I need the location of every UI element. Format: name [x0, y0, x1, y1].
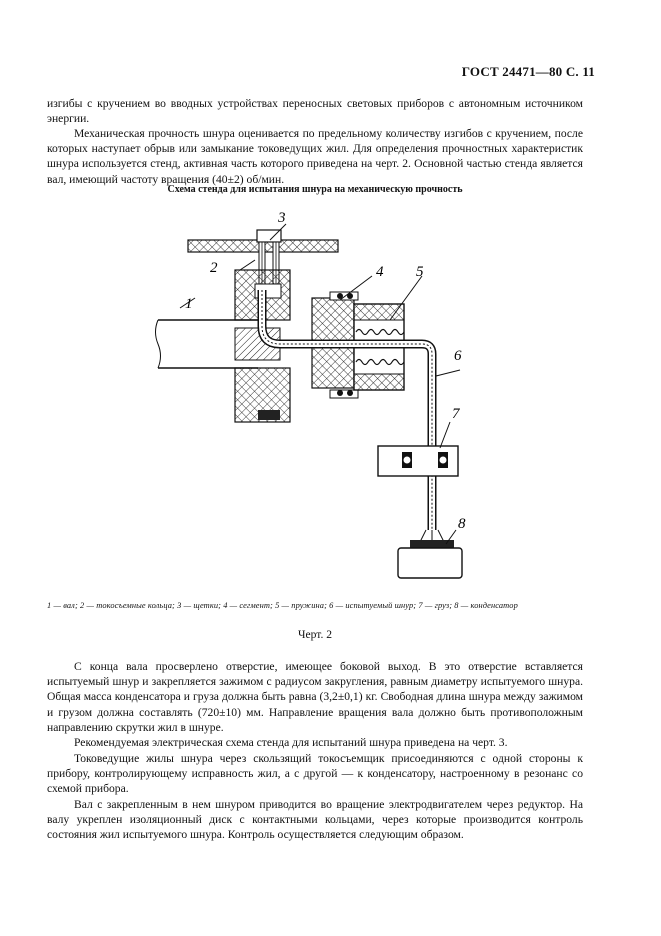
- label-7: 7: [452, 406, 460, 422]
- label-5: 5: [416, 264, 424, 280]
- body-paragraph-3: Токоведущие жилы шнура через скользящий токосъемщик присоединяются с одной стороны к прибору, контролирующему исправность жил, а с другой — к конденсатору, настроенному в резонанс со схемой прибора.: [47, 752, 583, 796]
- figure-legend: 1 — вал; 2 — токосъемные кольца; 3 — щетки; 4 — сегмент; 5 — пружина; 6 — испытуемый шнур; 7 — груз; 8 — конденсатор: [47, 601, 518, 610]
- page-header: ГОСТ 24471—80 С. 11: [461, 64, 595, 79]
- body-paragraph-2: Рекомендуемая электрическая схема стенда для испытаний шнура приведена на черт. 3.: [74, 736, 508, 749]
- figure-title: Схема стенда для испытания шнура на механическую прочность: [167, 184, 463, 195]
- label-6: 6: [454, 348, 462, 364]
- body-paragraph-1: С конца вала просверлено отверстие, имеющее боковой выход. В это отверстие вставляется испытуемый шнур и закрепляется зажимом с радиусом закругления, равным диаметру испытуемого шнура. Общая масса конденсатора и груза должна быть равна (3,2±0,1) кг. Свободная длина шнура между зажимом и грузом должна составлять (720±10) мм. Направление вращения вала должно быть противоположным направлению скрутки жил в шнуре.: [47, 660, 583, 734]
- label-1: 1: [185, 296, 193, 312]
- label-3: 3: [278, 210, 286, 226]
- label-4: 4: [376, 264, 384, 280]
- intro-paragraph-1: изгибы с кручением во вводных устройствах переносных световых приборов с автономным источником энергии.: [47, 97, 583, 126]
- figure-caption: Черт. 2: [297, 628, 333, 641]
- body-paragraph-4: Вал с закрепленным в нем шнуром приводится во вращение электродвигателем через редуктор. На валу укреплен изоляционный диск с контактными кольцами, через которые производится контроль состояния жил испытуемого шнура. Контроль осуществляется следующим образом.: [47, 798, 583, 842]
- test-stand-diagram: [140, 200, 500, 590]
- weight: [378, 446, 458, 476]
- intro-paragraph-2: Механическая прочность шнура оценивается по предельному количеству изгибов с кручением, после которых наступает обрыв или замыкание токоведущих жил. Для определения прочностных характеристик шнура используется стенд, активная часть которого приведена на черт. 2. Основной частью стенда является вал, имеющий частоту вращения (40±2) об/мин.: [47, 127, 583, 186]
- label-2: 2: [210, 260, 218, 276]
- capacitor: [398, 530, 462, 578]
- label-8: 8: [458, 516, 466, 532]
